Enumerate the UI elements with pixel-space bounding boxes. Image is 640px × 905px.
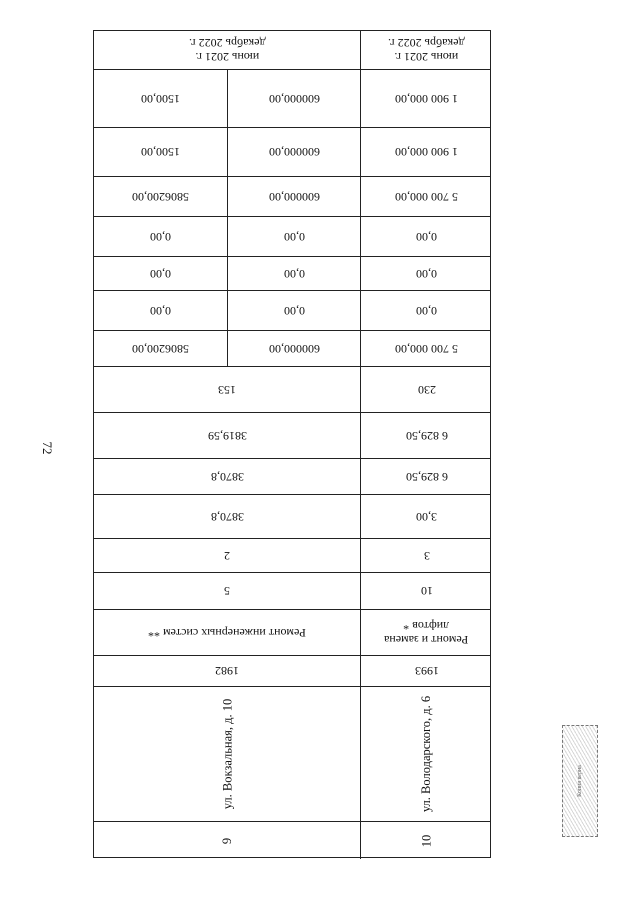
table-cell: 0,00 (150, 229, 171, 244)
table-row (94, 458, 490, 494)
table-row (94, 176, 490, 216)
table-row (94, 609, 490, 655)
table-cell: 1500,00 (141, 91, 180, 106)
table-cell: 9 (220, 837, 234, 844)
table-cell: 3870,8 (210, 469, 244, 484)
table-cell: 1500,00 (141, 145, 180, 159)
table-cell: 10 (360, 573, 492, 609)
table-cell: 5 700 000,00 (360, 331, 492, 366)
table-cell: 0,00 (150, 266, 171, 281)
table-row (94, 330, 490, 366)
table-cell: 5806200,00 (132, 341, 189, 356)
table-cell: 0,00 (227, 291, 360, 330)
table-cell: Ремонт инженерных систем ** (148, 625, 306, 640)
table-cell: ул. Володарского, д. 6 (360, 687, 492, 821)
table-cell: 0,00 (150, 303, 171, 318)
stamp-text: Копия верна (577, 765, 583, 797)
table-cell: июнь 2021 г. декабрь 2022 г. (360, 31, 492, 69)
table-cell: 5 (224, 584, 230, 598)
table-row (94, 494, 490, 538)
table-cell: 3819,59 (207, 428, 247, 443)
table-row (94, 655, 490, 686)
table-cell: 2 (224, 548, 230, 563)
table-cell: 3,00 (360, 495, 492, 538)
table-row (94, 686, 490, 821)
table-cell: 230 (360, 367, 492, 412)
table-cell: 3 (360, 539, 492, 572)
table-row (94, 572, 490, 609)
table-row (94, 69, 490, 127)
table-cell: Ремонт и замена лифтов * (360, 610, 492, 655)
table-row (94, 256, 490, 290)
housing-program-table (93, 30, 491, 858)
table-row (94, 821, 490, 859)
table-row (94, 31, 490, 69)
table-row (94, 290, 490, 330)
table-cell: 5806200,00 (132, 189, 189, 204)
table-row (94, 538, 490, 572)
table-cell: 600000,00 (227, 331, 360, 366)
table-cell: 600000,00 (227, 177, 360, 216)
table-cell: 6 829,50 (360, 413, 492, 458)
table-cell: 1 900 000,00 (360, 128, 492, 176)
table-cell: 0,00 (227, 217, 360, 256)
table-row (94, 127, 490, 176)
table-cell: 600000,00 (227, 128, 360, 176)
certification-stamp (562, 725, 598, 837)
table-cell: 5 700 000,00 (360, 177, 492, 216)
table-row (94, 216, 490, 256)
table-cell: июнь 2021 г. декабрь 2022 г. (188, 36, 266, 64)
table-cell: 10 (360, 822, 492, 859)
table-cell: 0,00 (360, 291, 492, 330)
table-cell: 0,00 (227, 257, 360, 290)
table-cell: 0,00 (360, 217, 492, 256)
table-row (94, 412, 490, 458)
table-cell: ул. Вокзальная, д. 10 (219, 698, 234, 810)
table-row (94, 366, 490, 412)
table-cell: 3870,8 (210, 509, 244, 524)
page-number: 72 (40, 441, 55, 455)
table-cell: 0,00 (360, 257, 492, 290)
table-cell: 600000,00 (227, 70, 360, 127)
table-cell: 1993 (360, 656, 492, 686)
table-cell: 6 829,50 (360, 459, 492, 494)
table-cell: 1 900 000,00 (360, 70, 492, 127)
table-cell: 1982 (215, 664, 239, 678)
table-cell: 153 (218, 382, 236, 397)
